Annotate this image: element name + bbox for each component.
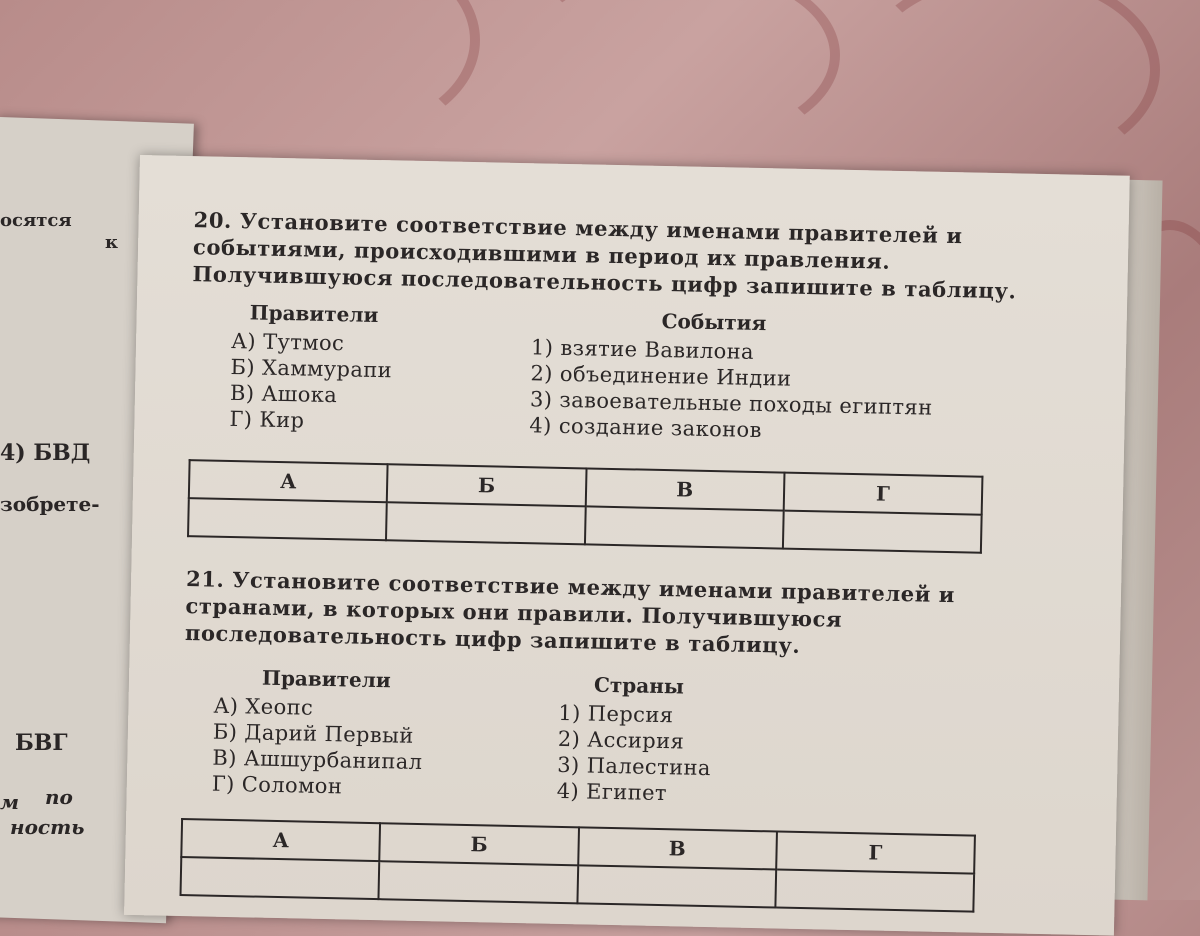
task-20-question: Установите соответствие между именами правителей и событиями, происходившими в период их правления. Получившуюся последовательность цифр запишите в таблицу. bbox=[192, 208, 1017, 304]
table-header-cell: Г bbox=[776, 831, 975, 873]
answer-cell[interactable] bbox=[181, 857, 380, 899]
rulers-title: Правители bbox=[261, 665, 391, 693]
ruler-item: В) Ашшурбанипал bbox=[212, 745, 423, 775]
country-item: 3) Палестина bbox=[557, 752, 712, 781]
event-item: 4) создание законов bbox=[529, 413, 763, 443]
country-item: 4) Египет bbox=[556, 778, 668, 806]
left-page-fragment: 4) БВД bbox=[0, 440, 91, 466]
country-item: 2) Ассирия bbox=[557, 726, 685, 754]
answer-cell[interactable] bbox=[188, 498, 387, 540]
ruler-item: Г) Соломон bbox=[211, 771, 343, 799]
answer-cell[interactable] bbox=[584, 506, 783, 548]
left-page-fragment: ность bbox=[10, 815, 85, 839]
ruler-item: А) Хеопс bbox=[213, 693, 314, 720]
event-item: 2) объединение Индии bbox=[530, 361, 792, 391]
left-page-fragment: к bbox=[105, 232, 118, 253]
answer-cell[interactable] bbox=[783, 511, 982, 553]
task-20-answer-table bbox=[187, 459, 983, 554]
task-20-events bbox=[529, 306, 934, 446]
country-item: 1) Персия bbox=[558, 700, 674, 728]
table-header-cell: А bbox=[181, 819, 380, 861]
task-20-rulers bbox=[229, 300, 393, 435]
rulers-title: Правители bbox=[249, 300, 379, 328]
tablecloth-pattern bbox=[200, 0, 480, 140]
ruler-item: Б) Хаммурапи bbox=[230, 354, 393, 383]
task-21-columns bbox=[182, 646, 1065, 814]
table-header-cell: Б bbox=[380, 823, 579, 865]
task-21-answer-table bbox=[179, 818, 975, 913]
table-header-cell: Б bbox=[387, 464, 586, 506]
table-header-cell: В bbox=[585, 468, 784, 510]
ruler-item: В) Ашока bbox=[229, 380, 338, 408]
answer-cell[interactable] bbox=[386, 502, 585, 544]
table-header-cell: Г bbox=[783, 473, 982, 515]
left-page-fragment: м bbox=[0, 790, 20, 814]
task-21-question: Установите соответствие между именами правителей и странами, в которых они правили. Получившуюся последовательность цифр запишите в таблицу. bbox=[184, 567, 956, 658]
ruler-item: А) Тутмос bbox=[230, 328, 345, 356]
task-21-rulers bbox=[212, 665, 425, 801]
table-header-cell: А bbox=[189, 460, 388, 502]
answer-cell[interactable] bbox=[775, 869, 974, 911]
tablecloth-pattern bbox=[860, 0, 1160, 170]
left-page-fragment: по bbox=[45, 785, 73, 809]
left-page-fragment: БВГ bbox=[15, 730, 68, 756]
ruler-item: Б) Дарий Первый bbox=[212, 719, 414, 748]
task-21-countries bbox=[557, 672, 713, 807]
table-header-cell: В bbox=[578, 827, 777, 869]
event-item: 3) завоевательные походы египтян bbox=[529, 387, 933, 420]
event-item: 1) взятие Вавилона bbox=[530, 335, 755, 364]
events-title: События bbox=[661, 308, 767, 336]
task-20 bbox=[187, 206, 1074, 555]
ruler-item: Г) Кир bbox=[229, 406, 305, 433]
task-20-number: 20. bbox=[193, 207, 233, 233]
answer-cell[interactable] bbox=[577, 865, 776, 907]
tablecloth-pattern bbox=[520, 0, 840, 150]
left-page-fragment: осятся bbox=[0, 210, 72, 231]
left-page-fragment: зобрете- bbox=[0, 492, 100, 516]
book-page bbox=[124, 155, 1130, 936]
answer-cell[interactable] bbox=[379, 861, 578, 903]
task-21-number: 21. bbox=[185, 566, 225, 592]
task-20-columns bbox=[189, 287, 1072, 455]
countries-title: Страны bbox=[593, 672, 685, 699]
task-21 bbox=[179, 565, 1066, 914]
page-content bbox=[179, 206, 1073, 914]
